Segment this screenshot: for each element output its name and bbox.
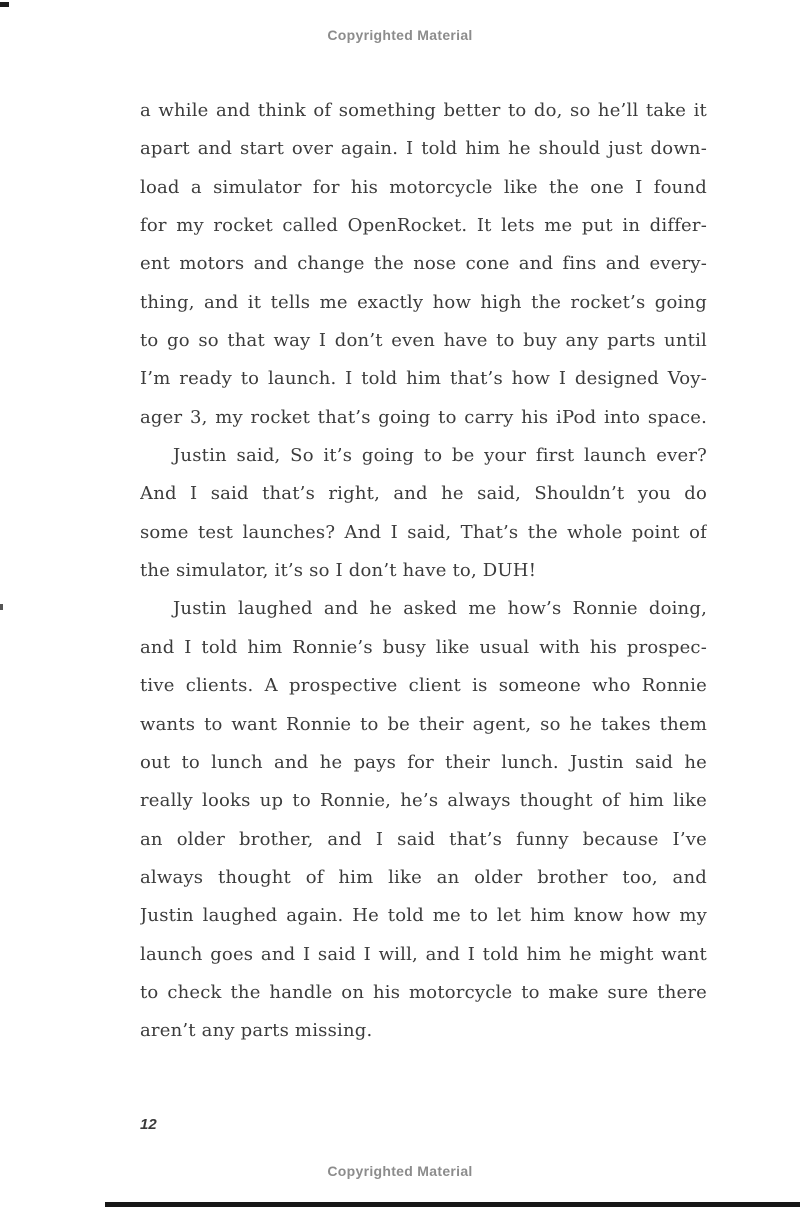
text-line: an older brother, and I said that’s funny because I’ve xyxy=(140,828,707,850)
text-line: some test launches? And I said, That’s the whole point of xyxy=(140,521,707,543)
text-line: to go so that way I don’t even have to buy any parts until xyxy=(140,330,707,352)
text-line: wants to want Ronnie to be their agent, so he takes them xyxy=(140,713,707,735)
text-line: load a simulator for his motorcycle like the one I found xyxy=(140,176,707,198)
text-line: launch goes and I said I will, and I told him he might want xyxy=(140,943,707,965)
text-line: always thought of him like an older brother too, and xyxy=(140,866,707,888)
copyright-notice-top: Copyrighted Material xyxy=(327,27,473,43)
text-line: the simulator, it’s so I don’t have to, DUH! xyxy=(140,560,537,582)
text-line: ent motors and change the nose cone and fins and every- xyxy=(140,253,707,275)
copyright-notice-bottom: Copyrighted Material xyxy=(327,1163,473,1179)
text-line: Justin laughed and he asked me how’s Ronnie doing, xyxy=(173,598,707,620)
text-line: tive clients. A prospective client is someone who Ronnie xyxy=(140,675,707,697)
text-line: a while and think of something better to do, so he’ll take it xyxy=(140,100,707,121)
text-line: Justin said, So it’s going to be your first launch ever? xyxy=(173,445,707,467)
text-line: thing, and it tells me exactly how high the rocket’s going xyxy=(140,291,707,313)
text-line: to check the handle on his motorcycle to make sure there xyxy=(140,981,707,1003)
scan-artifact-bottom-edge xyxy=(105,1202,800,1207)
text-line: I’m ready to launch. I told him that’s how I designed Voy- xyxy=(140,368,707,390)
text-line: aren’t any parts missing. xyxy=(140,1020,373,1042)
body-text xyxy=(140,92,707,1051)
text-line: really looks up to Ronnie, he’s always thought of him like xyxy=(140,790,707,812)
text-line: for my rocket called OpenRocket. It lets me put in differ- xyxy=(140,215,707,237)
text-line: and I told him Ronnie’s busy like usual with his prospec- xyxy=(140,636,707,658)
text-line: Justin laughed again. He told me to let him know how my xyxy=(140,905,707,927)
page-number: 12 xyxy=(140,1116,157,1133)
text-line: And I said that’s right, and he said, Shouldn’t you do xyxy=(140,483,707,505)
text-line: apart and start over again. I told him he should just down- xyxy=(140,138,707,160)
text-line: ager 3, my rocket that’s going to carry his iPod into space. xyxy=(140,406,707,428)
text-line: out to lunch and he pays for their lunch. Justin said he xyxy=(140,751,707,773)
scan-artifact-top-left xyxy=(0,2,9,7)
scan-artifact-left-edge xyxy=(0,604,3,610)
